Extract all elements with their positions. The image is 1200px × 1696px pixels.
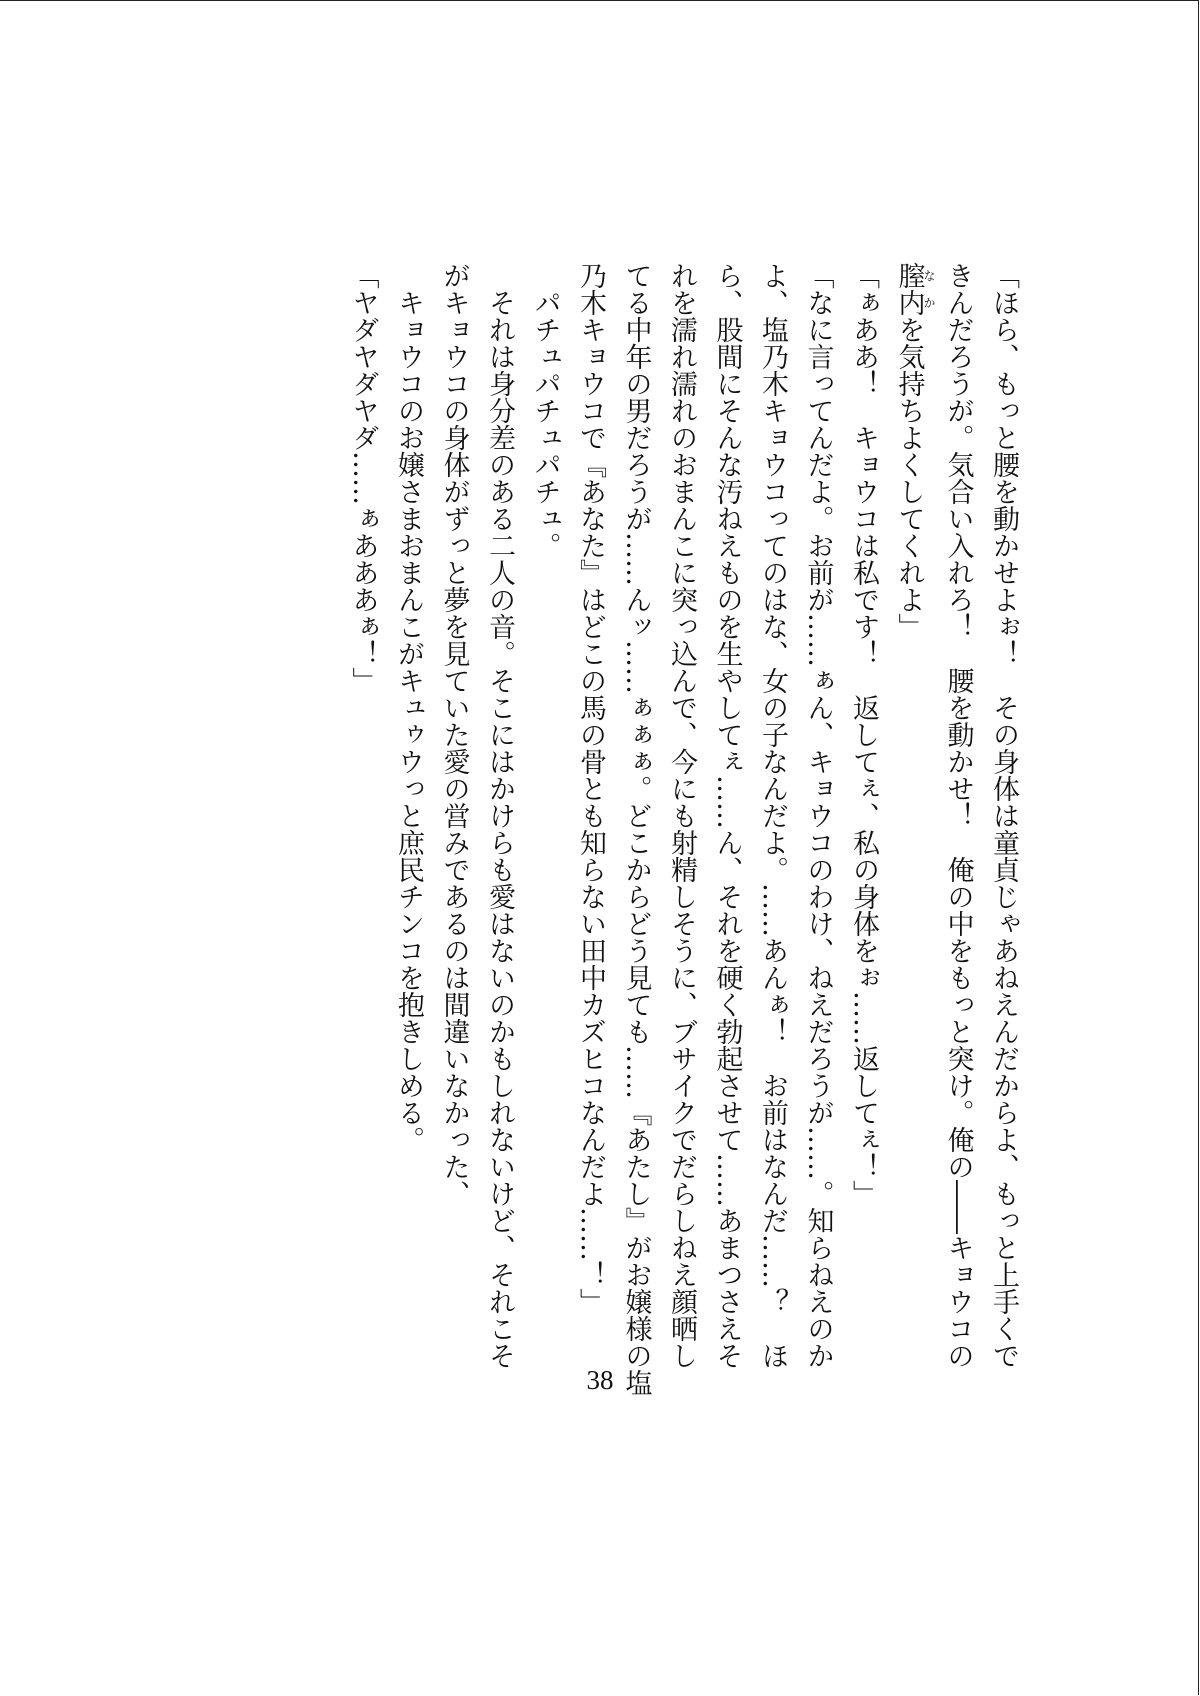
text-run: を気持ちよくしてくれよ」 xyxy=(893,316,925,640)
text-column: きんだろうが。気合い入れろ！ 腰を動かせ！ 俺の中をもっと突け。俺の――キョウコの xyxy=(942,262,974,1369)
ruby-reading: なか xyxy=(922,262,936,316)
text-column: 「ヤダヤダヤダ……ぁあああぁ！」 xyxy=(347,262,379,694)
text-column: 「ぁああ！ キョウコは私です！ 返してぇ、私の身体をぉ……返してぇ！」 xyxy=(848,262,879,1207)
text-column: 「なに言ってんだよ。お前が……ぁん、キョウコのわけ、ねえだろうが……。知らねえのか xyxy=(802,262,834,1369)
ruby-base: 膣内 xyxy=(893,262,925,316)
text-column: よ、塩乃木キョウコってのはな、女の子なんだよ。……あんぁ！ お前はなんだ……？ ほ xyxy=(757,262,788,1369)
text-column: 「ほら、もっと腰を動かせよぉ！ その身体は童貞じゃあねえんだからよ、もっと上手くで xyxy=(988,262,1019,1369)
text-column: それは身分差のある二人の音。そこにはかけらも愛はないのかもしれないけど、それこそ xyxy=(484,262,515,1369)
text-column: 乃木キョウコで『あなた』はどこの馬の骨とも知らない田中カズヒコなんだよ……！」 xyxy=(575,262,606,1315)
text-column xyxy=(886,262,935,1357)
text-column: キョウコのお嬢さまおまんこがキュゥウっと庶民チンコを抱きしめる。 xyxy=(393,262,424,1153)
text-column: れを濡れ濡れのおまんこに突っ込んで、今にも射精しそうに、ブサイクでだらしねえ顔晒し xyxy=(666,262,697,1369)
text-column: ら、股間にそんな汚ねえものを生やしてぇ……ん、それを硬く勃起させて……あまつさえそ xyxy=(711,262,743,1369)
text-column: パチュパチュパチュ。 xyxy=(529,262,561,559)
text-column: がキョウコの身体がずっと夢を見ていた愛の営みであるのは間違いなかった、 xyxy=(438,262,470,1207)
text-column: てる中年の男だろうが……んッ……ぁぁぁ。どこからどう見ても……『あたし』がお嬢様の塩 xyxy=(620,262,652,1396)
ruby-word xyxy=(893,262,936,316)
page-number: 38 xyxy=(586,1365,614,1395)
